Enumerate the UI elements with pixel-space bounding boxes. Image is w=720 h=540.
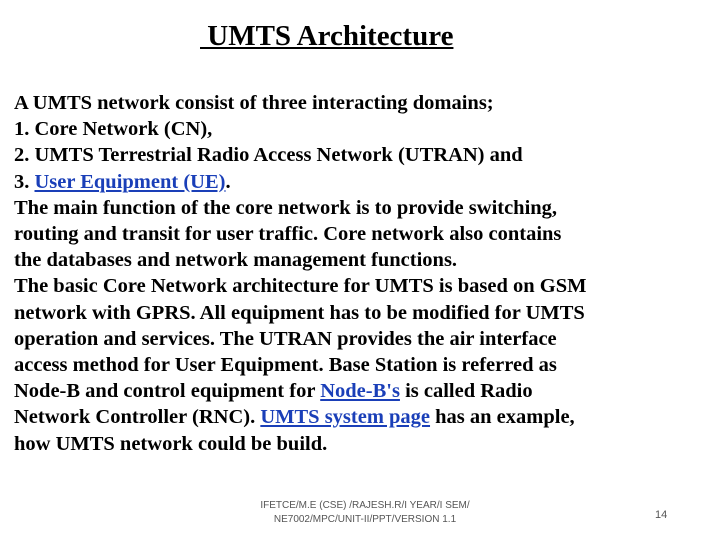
paragraph-line: The basic Core Network architecture for UMTS is based on GSM <box>14 275 587 298</box>
slide-body <box>14 90 709 457</box>
footer-line-1: IFETCE/M.E (CSE) /RAJESH.R/I YEAR/I SEM/ <box>260 500 470 511</box>
list-item-prefix: 3. <box>14 170 35 193</box>
paragraph-line: operation and services. The UTRAN provides the air interface <box>14 327 557 350</box>
paragraph-line: the databases and network management functions. <box>14 249 458 272</box>
paragraph-line: access method for User Equipment. Base Station is referred as <box>14 354 557 377</box>
node-b-link[interactable]: Node-B's <box>320 380 400 403</box>
line-prefix: Node-B and control equipment for <box>14 380 321 403</box>
list-item-utran: 2. UMTS Terrestrial Radio Access Network (UTRAN) and <box>14 144 523 167</box>
line-suffix: is called Radio <box>399 380 533 403</box>
paragraph-line: how UMTS network could be build. <box>14 432 328 455</box>
user-equipment-link[interactable]: User Equipment (UE) <box>34 170 226 193</box>
intro-line: A UMTS network consist of three interacting domains; <box>14 92 494 114</box>
page-number: 14 <box>655 509 668 521</box>
paragraph-line: network with GPRS. All equipment has to be modified for UMTS <box>14 301 585 324</box>
paragraph-line: routing and transit for user traffic. Core network also contains <box>14 223 562 246</box>
paragraph-line: The main function of the core network is to provide switching, <box>14 196 558 219</box>
line-prefix: Network Controller (RNC). <box>14 406 261 429</box>
list-item-user-equipment <box>14 169 709 195</box>
footer-line-2: NE7002/MPC/UNIT-II/PPT/VERSION 1.1 <box>273 514 457 525</box>
slide-footer <box>240 499 490 527</box>
list-item-suffix: . <box>225 170 231 193</box>
list-item-core-network: 1. Core Network (CN), <box>14 118 213 141</box>
paragraph-line-rnc <box>14 404 709 430</box>
paragraph-line-node-b <box>14 378 709 404</box>
umts-system-page-link[interactable]: UMTS system page <box>260 406 431 429</box>
slide-title: UMTS Architecture <box>200 20 454 52</box>
line-suffix: has an example, <box>430 406 575 429</box>
